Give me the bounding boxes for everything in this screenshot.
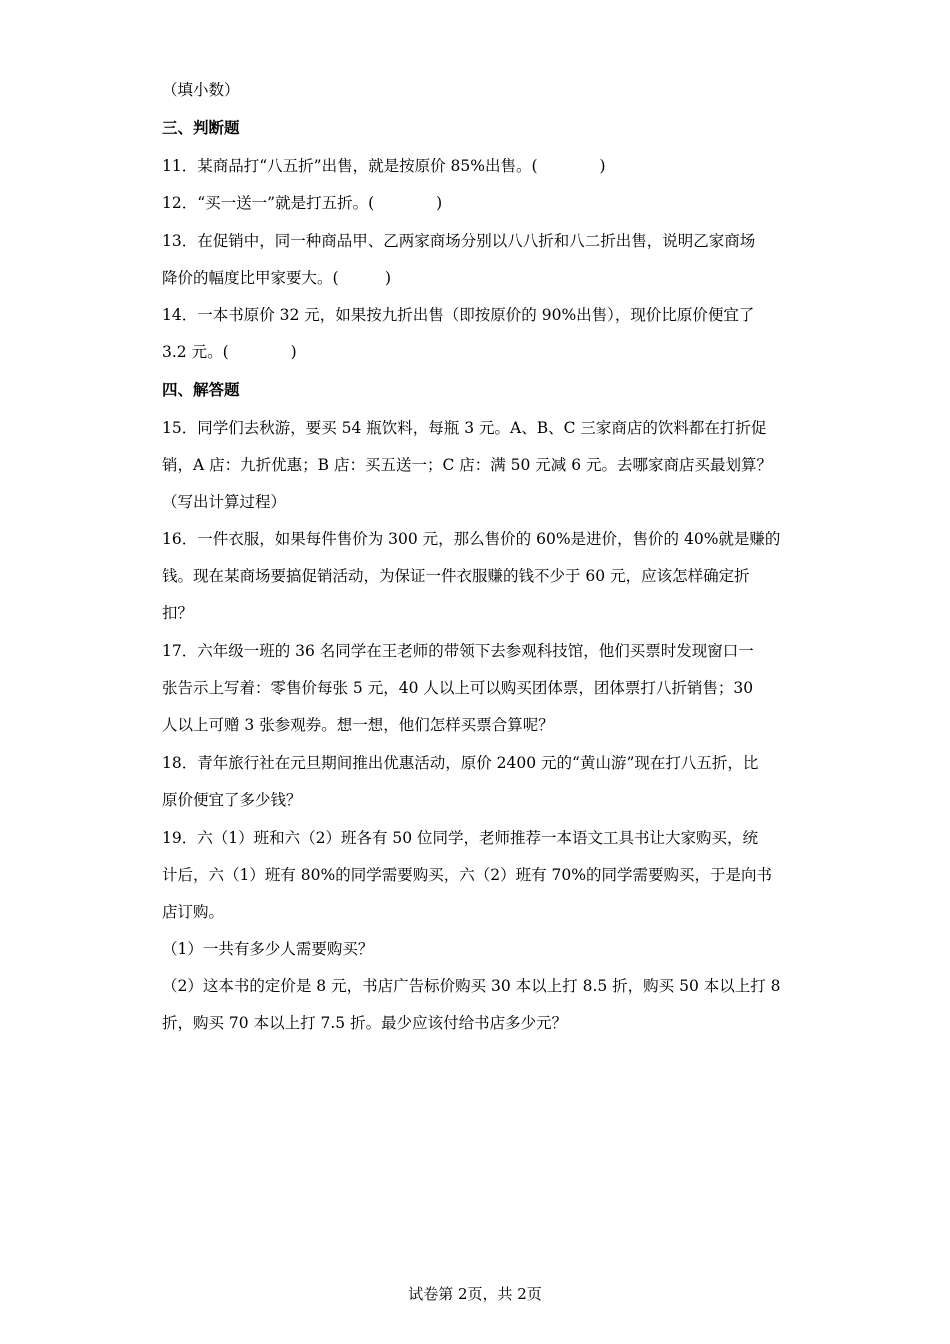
- question-19-part-1: （1）一共有多少人需要购买？: [162, 940, 374, 958]
- question-12: 12．“买一送一”就是打五折。( ): [162, 194, 443, 212]
- question-15-line-1: 15．同学们去秋游，要买 54 瓶饮料，每瓶 3 元。A、B、C 三家商店的饮料都在打折促: [162, 419, 767, 437]
- question-19-line-3: 店订购。: [162, 903, 225, 921]
- question-15-line-3: （写出计算过程）: [162, 493, 287, 511]
- question-17-line-2: 张告示上写着：零售价每张 5 元，40 人以上可以购买团体票，团体票打八折销售；30: [162, 679, 754, 697]
- question-17-line-3: 人以上可赠 3 张参观券。想一想，他们怎样买票合算呢？: [162, 716, 554, 734]
- question-11: 11．某商品打“八五折”出售，就是按原价 85%出售。( ): [162, 157, 606, 175]
- question-19-line-2: 计后，六（1）班有 80%的同学需要购买，六（2）班有 70%的同学需要购买，于是向书: [162, 866, 772, 884]
- section-heading-judgement: 三、判断题: [162, 118, 240, 137]
- question-15-line-2: 销，A 店：九折优惠；B 店：买五送一；C 店：满 50 元减 6 元。去哪家商店买最划算？: [162, 456, 773, 474]
- question-18-line-1: 18．青年旅行社在元旦期间推出优惠活动，原价 2400 元的“黄山游”现在打八五折，比: [162, 754, 759, 772]
- question-13-line-1: 13．在促销中，同一种商品甲、乙两家商场分别以八八折和八二折出售，说明乙家商场: [162, 232, 756, 250]
- question-16-line-2: 钱。现在某商场要搞促销活动，为保证一件衣服赚的钱不少于 60 元，应该怎样确定折: [162, 567, 750, 585]
- question-19-part-2-line-2: 折，购买 70 本以上打 7.5 折。最少应该付给书店多少元？: [162, 1014, 568, 1032]
- page-footer: 试卷第 2页，共 2页: [408, 1285, 542, 1303]
- question-16-line-1: 16．一件衣服，如果每件售价为 300 元，那么售价的 60%是进价，售价的 40%就是赚的: [162, 530, 781, 548]
- question-13-line-2: 降价的幅度比甲家要大。( ): [162, 269, 392, 287]
- question-14-line-2: 3.2 元。( ): [162, 343, 297, 361]
- question-14-line-1: 14．一本书原价 32 元，如果按九折出售（即按原价的 90%出售），现价比原价便宜了: [162, 306, 755, 324]
- question-19-line-1: 19．六（1）班和六（2）班各有 50 位同学，老师推荐一本语文工具书让大家购买，统: [162, 829, 759, 847]
- question-18-line-2: 原价便宜了多少钱？: [162, 791, 302, 809]
- question-17-line-1: 17．六年级一班的 36 名同学在王老师的带领下去参观科技馆，他们买票时发现窗口一: [162, 642, 754, 660]
- question-19-part-2-line-1: （2）这本书的定价是 8 元，书店广告标价购买 30 本以上打 8.5 折，购买 50 本以上打 8: [162, 977, 781, 995]
- section-heading-solve: 四、解答题: [162, 380, 240, 399]
- fill-decimal-note: （填小数）: [162, 81, 240, 99]
- question-16-line-3: 扣？: [162, 604, 194, 622]
